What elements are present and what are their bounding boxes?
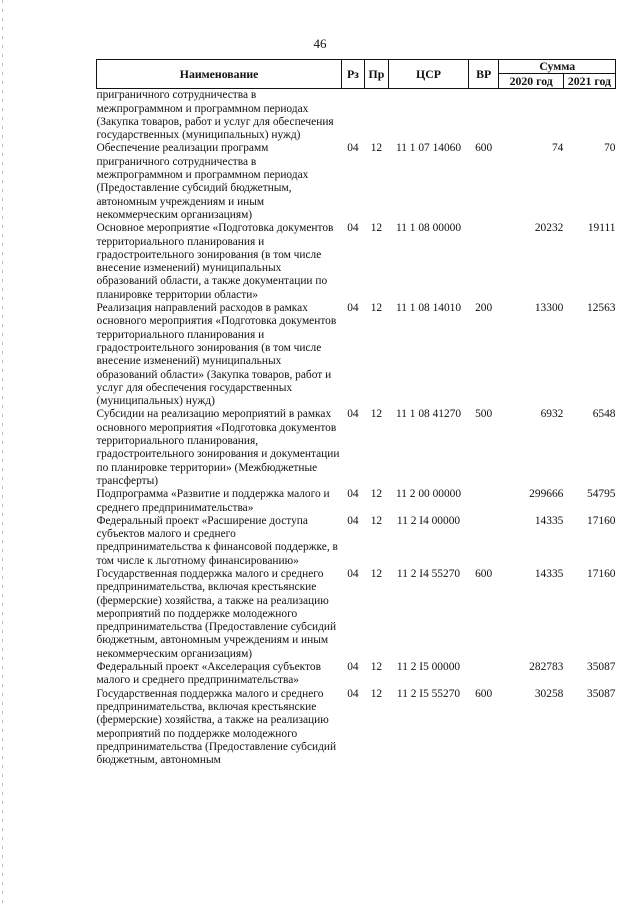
row-sum-2021: 70 bbox=[604, 142, 616, 155]
row-vr bbox=[468, 515, 499, 568]
row-name: Основное мероприятие «Подготовка документов территориального планирования и градостроительного зонирования (в том числе внесение изменений) муниципальных образований области, а также документации по планировке территории области» bbox=[96, 222, 334, 301]
table-row bbox=[97, 568, 616, 661]
row-vr bbox=[468, 661, 499, 688]
row-sum-2020: 13300 bbox=[534, 302, 564, 315]
header-pr: Пр bbox=[364, 60, 389, 89]
row-name: Федеральный проект «Акселерация субъектов малого и среднего предпринимательства» bbox=[96, 661, 321, 687]
row-sum-2021: 17160 bbox=[587, 514, 616, 527]
row-csr: 11 1 07 14060 bbox=[395, 142, 462, 155]
row-rz: 04 bbox=[347, 661, 359, 674]
row-csr bbox=[389, 89, 469, 143]
row-vr bbox=[468, 89, 499, 143]
table-header bbox=[97, 60, 616, 89]
row-vr: 200 bbox=[475, 302, 493, 315]
table-row bbox=[97, 89, 616, 143]
row-csr: 11 2 I4 00000 bbox=[396, 514, 461, 527]
row-sum-2020: 30258 bbox=[534, 687, 564, 700]
row-csr: 11 2 00 00000 bbox=[395, 488, 462, 501]
row-pr: 12 bbox=[370, 142, 383, 155]
row-pr: 12 bbox=[370, 687, 383, 700]
row-sum-2021: 35087 bbox=[587, 687, 616, 700]
row-rz: 04 bbox=[347, 488, 359, 501]
row-sum-2021: 35087 bbox=[587, 661, 616, 674]
header-rz: Рз bbox=[342, 60, 364, 89]
row-csr: 11 1 08 00000 bbox=[395, 222, 462, 235]
row-name: Реализация направлений расходов в рамках основного мероприятия «Подготовка документов территориального планирования и градостроительного зонирования (в том числе внесение изменений) муниципальных образований области» (Закупка товаров, работ и услуг для обеспечения государственных (муниципальных) нужд) bbox=[96, 302, 337, 408]
row-rz: 04 bbox=[347, 687, 359, 700]
row-csr: 11 2 I4 55270 bbox=[396, 567, 461, 580]
row-sum-2021: 19111 bbox=[587, 222, 616, 235]
row-name: Обеспечение реализации программ приграничного сотрудничества в межпрограммном и программном периодах (Предоставление субсидий бюджетным, автономным учреждениям и иным некоммерческим организациям) bbox=[96, 142, 309, 221]
row-sum-2020: 6932 bbox=[540, 408, 564, 421]
header-name: Наименование bbox=[97, 60, 342, 89]
row-vr: 600 bbox=[475, 142, 493, 155]
row-vr: 500 bbox=[475, 408, 493, 421]
row-rz: 04 bbox=[347, 514, 359, 527]
row-vr: 600 bbox=[475, 567, 493, 580]
header-year-2021: 2021 год bbox=[563, 74, 615, 89]
row-name: приграничного сотрудничества в межпрограммном и программном периодах (Закупка товаров, работ и услуг для обеспечения государственных (муниципальных) нужд) bbox=[96, 89, 334, 142]
row-pr: 12 bbox=[370, 408, 383, 421]
row-csr: 11 1 08 41270 bbox=[395, 408, 462, 421]
page-number: 46 bbox=[313, 36, 327, 51]
row-sum-2020: 282783 bbox=[529, 661, 564, 674]
budget-table bbox=[96, 59, 616, 767]
row-sum-2020 bbox=[499, 89, 563, 143]
row-rz: 04 bbox=[347, 408, 359, 421]
row-name: Субсидии на реализацию мероприятий в рамках основного мероприятия «Подготовка документов территориального планирования, градостроительного зонирования и документации по планировке территории» (Межбюджетные трансферты) bbox=[96, 408, 340, 487]
table-row bbox=[97, 488, 616, 515]
row-pr: 12 bbox=[370, 222, 383, 235]
table-body bbox=[97, 89, 616, 768]
row-pr bbox=[364, 89, 389, 143]
row-pr: 12 bbox=[370, 302, 383, 315]
row-sum-2021: 17160 bbox=[587, 567, 616, 580]
row-rz bbox=[342, 89, 364, 143]
row-name: Федеральный проект «Расширение доступа субъектов малого и среднего предпринимательства к финансовой поддержке, в том числе к льготному финансированию» bbox=[96, 514, 338, 567]
table-row bbox=[97, 142, 616, 222]
row-name: Государственная поддержка малого и среднего предпринимательства, включая крестьянские (фермерские) хозяйства, а также на реализацию мероприятий по поддержке молодежного предпринимательства (Предоставление субсидий бюджетным, автономным учреждениям и иным некоммерческим организациям) bbox=[96, 567, 337, 660]
table-row bbox=[97, 222, 616, 302]
row-pr: 12 bbox=[370, 567, 383, 580]
row-sum-2021: 54795 bbox=[587, 488, 616, 501]
row-sum-2020: 20232 bbox=[534, 222, 564, 235]
row-sum-2020: 74 bbox=[551, 142, 564, 155]
row-csr: 11 2 I5 55270 bbox=[396, 687, 461, 700]
row-name: Государственная поддержка малого и среднего предпринимательства, включая крестьянские (фермерские) хозяйства, а также на реализацию мероприятий по поддержке молодежного предпринимательства (Предоставление субсидий бюджетным, автономным bbox=[96, 687, 337, 767]
row-pr: 12 bbox=[370, 488, 383, 501]
header-year-2020: 2020 год bbox=[499, 74, 563, 89]
table-row bbox=[97, 515, 616, 568]
row-rz: 04 bbox=[347, 222, 359, 235]
header-vr: ВР bbox=[468, 60, 499, 89]
row-sum-2020: 14335 bbox=[534, 514, 564, 527]
row-sum-2020: 14335 bbox=[534, 567, 564, 580]
row-vr bbox=[468, 222, 499, 302]
row-sum-2020: 299666 bbox=[529, 488, 564, 501]
row-pr: 12 bbox=[370, 661, 383, 674]
row-pr: 12 bbox=[370, 514, 383, 527]
header-csr: ЦСР bbox=[389, 60, 469, 89]
row-rz: 04 bbox=[347, 142, 359, 155]
header-sum: Сумма bbox=[499, 60, 616, 74]
row-sum-2021: 12563 bbox=[587, 302, 616, 315]
row-name: Подпрограмма «Развитие и поддержка малого и среднего предпринимательства» bbox=[96, 488, 330, 514]
table-row bbox=[97, 408, 616, 488]
row-vr: 600 bbox=[475, 687, 493, 700]
row-sum-2021 bbox=[563, 89, 615, 143]
scan-edge-marks bbox=[2, 0, 3, 905]
row-sum-2021: 6548 bbox=[592, 408, 616, 421]
row-rz: 04 bbox=[347, 302, 359, 315]
table-row bbox=[97, 688, 616, 768]
table-row bbox=[97, 661, 616, 688]
row-rz: 04 bbox=[347, 567, 359, 580]
row-vr bbox=[468, 488, 499, 515]
row-csr: 11 1 08 14010 bbox=[395, 302, 462, 315]
row-csr: 11 2 I5 00000 bbox=[396, 661, 461, 674]
table-row bbox=[97, 302, 616, 408]
